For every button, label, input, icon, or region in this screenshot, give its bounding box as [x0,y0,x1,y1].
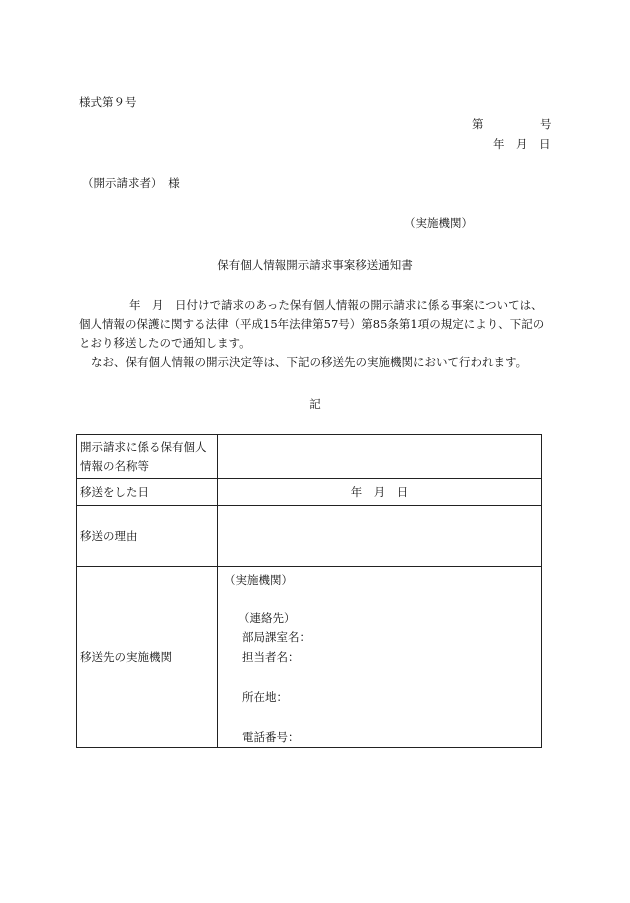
destination-details [218,567,541,747]
document-number-suffix: 号 [540,117,552,131]
document-date: 年 月 日 [493,137,551,151]
form-number: 様式第９号 [79,95,137,109]
destination-person: 担当者名： [242,650,300,664]
addressee: （開示請求者） 様 [82,176,180,190]
table-row [77,506,542,567]
document-title: 保有個人情報開示請求事案移送通知書 [217,258,413,272]
row-label-transfer-reason: 移送の理由 [77,506,218,567]
destination-address: 所在地： [242,690,288,704]
row-label-destination-agency: 移送先の実施機関 [77,567,218,748]
destination-contact: （連絡先） [238,611,296,625]
ki-heading: 記 [309,397,321,411]
notice-table [76,434,542,748]
table-row [77,479,542,506]
row-value-transfer-date: 年 月 日 [218,479,542,506]
destination-phone: 電話番号： [242,730,300,744]
row-value-info-name [218,435,542,479]
row-label-info-name: 開示請求に係る保有個人情報の名称等 [77,435,218,479]
table-row [77,435,542,479]
body-paragraph-1: 年 月 日付けで請求のあった保有個人情報の開示請求に係る事案については、個人情報の保護に関する法律（平成15年法律第57号）第85条第1項の規定により、下記のとおり移送したので通知します。 [79,298,545,350]
destination-department: 部局課室名： [242,630,311,644]
row-label-transfer-date: 移送をした日 [77,479,218,506]
issuing-agency: （実施機関） [404,216,473,230]
body-paragraph-2: なお、保有個人情報の開示決定等は、下記の移送先の実施機関において行われます。 [91,355,528,369]
destination-agency: （実施機関） [224,573,293,587]
table-row [77,567,542,748]
row-value-transfer-reason [218,506,542,567]
document-number-prefix: 第 [472,117,484,131]
row-value-destination-agency [218,567,542,748]
body-text [79,296,553,372]
